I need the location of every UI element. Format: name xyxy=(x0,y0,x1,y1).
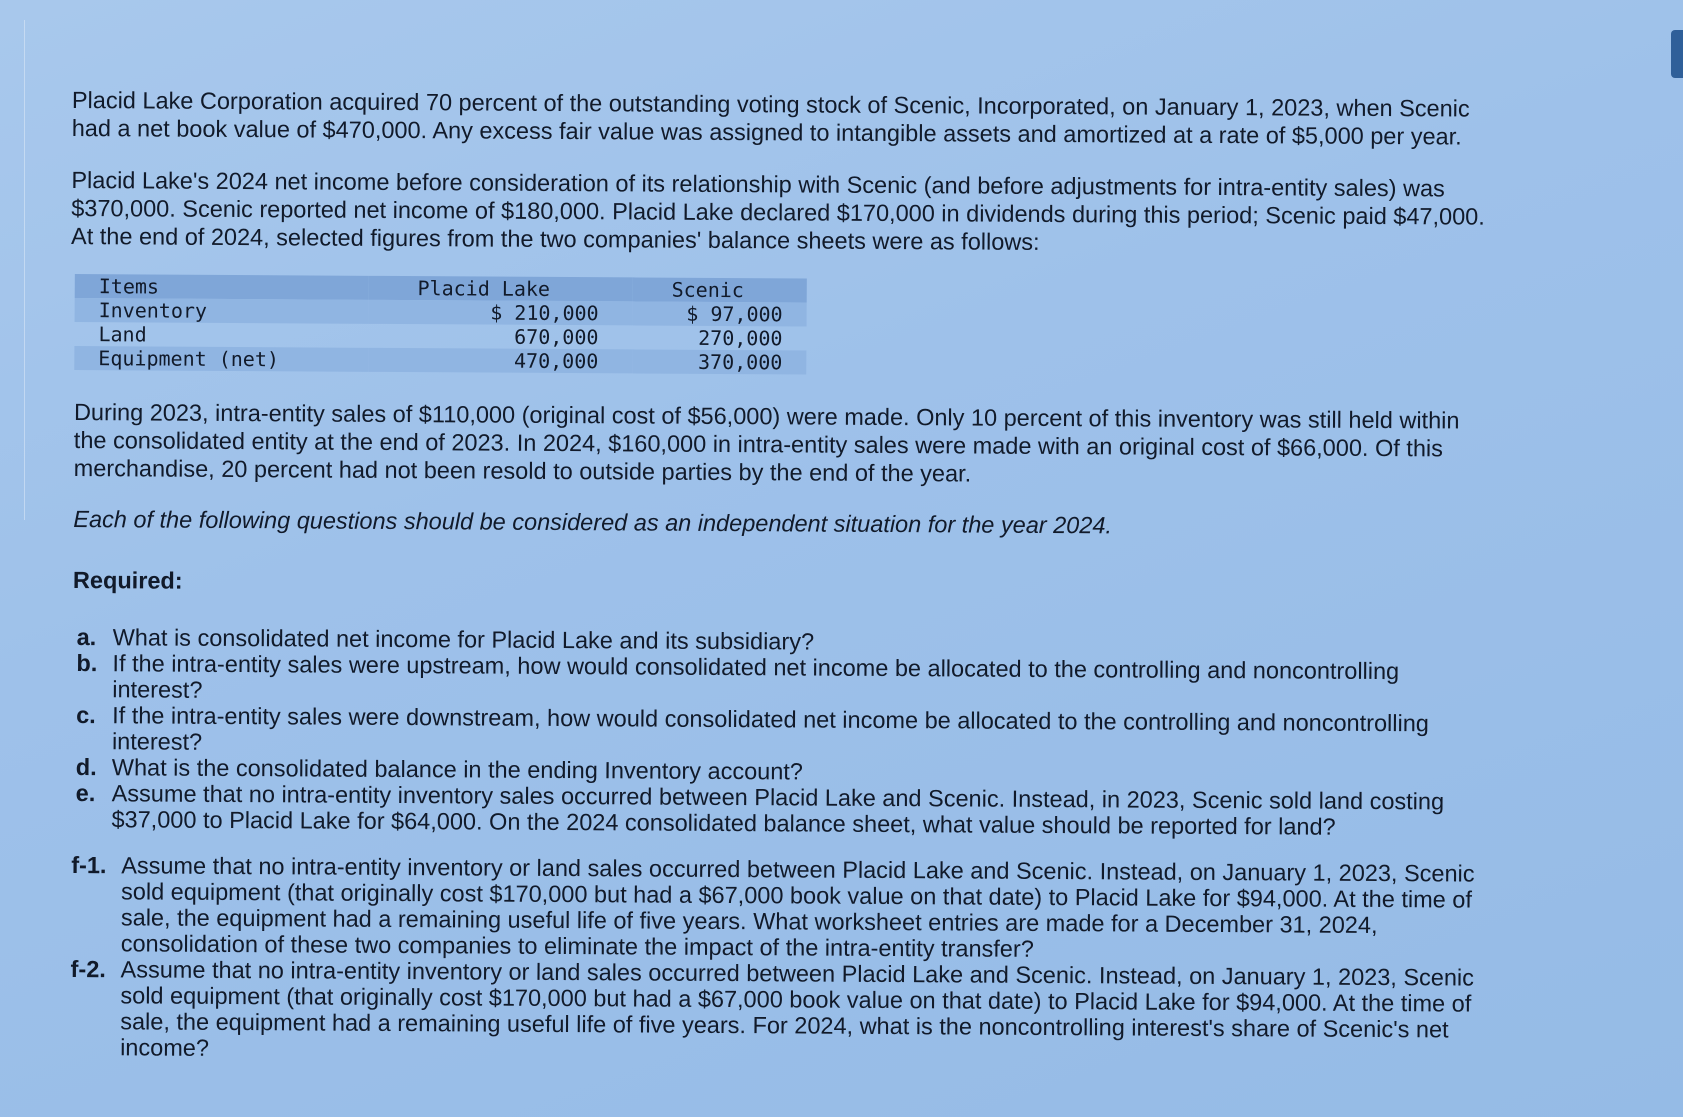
income-paragraph: Placid Lake's 2024 net income before consideration of its relationship with Scenic (and before adjustments for intra-entity sales) was $370,000. Scenic reported net income of $180,000. Placid Lake declared $170,000 in dividends during this period; Scenic paid $47,000. At the end of 2024, selected figures from the two companies' balance sheets were as follows: xyxy=(71,166,1485,255)
requirement-text: What is the consolidated balance in the ending Inventory account? xyxy=(111,754,803,785)
problem-content xyxy=(66,86,1592,1069)
requirements-list xyxy=(66,624,1589,1069)
requirement-c xyxy=(76,702,1462,762)
requirement-text: If the intra-entity sales were downstream, how would consolidated net income be allocated to the controlling and noncontrolling interest? xyxy=(111,702,1429,755)
independent-note: Each of the following questions should be considered as an independent situation for the year 2024. xyxy=(73,506,1113,539)
requirement-text: If the intra-entity sales were upstream, how would consolidated net income be allocated to the controlling and noncontrolling interest? xyxy=(112,650,1400,703)
row-scenic-value: 370,000 xyxy=(697,349,783,375)
header-placid-lake: Placid Lake xyxy=(417,276,551,301)
header-items: Items xyxy=(98,274,160,299)
requirement-letter: f-2. xyxy=(70,956,106,983)
row-placid-value: $ 210,000 xyxy=(490,300,599,326)
requirement-text: Assume that no intra-entity inventory sales occurred between Placid Lake and Scenic. Instead, in 2023, Scenic sold land costing $37,000 to Placid Lake for $64,000. On the 2024 consolidated balance sheet, what value should be reported for land? xyxy=(111,780,1445,840)
requirement-letter: f-1. xyxy=(71,852,107,879)
requirement-text: Assume that no intra-entity inventory or land sales occurred between Placid Lake and Scenic. Instead, on January 1, 2023, Scenic sold equipment (that originally cost $170,000 but had a $67,000 book value on that date) to Placid Lake for $94,000. At the time of sale, the equipment had a remaining useful life of five years. For 2024, what is the noncontrolling interest's share of Scenic's net income? xyxy=(120,956,1475,1061)
requirement-f2 xyxy=(70,956,1496,1069)
required-heading: Required: xyxy=(72,567,183,594)
requirement-e xyxy=(75,780,1471,841)
requirement-text: What is consolidated net income for Placid Lake and its subsidiary? xyxy=(112,624,815,655)
row-placid-value: 470,000 xyxy=(513,348,599,374)
scrollbar-thumb[interactable] xyxy=(1671,30,1683,78)
requirement-letter: c. xyxy=(76,702,96,729)
row-item-name: Equipment (net) xyxy=(98,346,280,372)
intro-paragraph: Placid Lake Corporation acquired 70 percent of the outstanding voting stock of Scenic, Incorporated, on January 1, 2023, when Scenic had a net book value of $470,000. Any excess fair value was assigned to intangible assets and amortized at a rate of $5,000 per year. xyxy=(71,86,1470,150)
requirement-letter: b. xyxy=(76,650,98,677)
row-item-name: Land xyxy=(98,322,147,347)
row-scenic-value: 270,000 xyxy=(698,325,783,351)
requirement-letter: a. xyxy=(76,624,97,651)
requirement-text: Assume that no intra-entity inventory or land sales occurred between Placid Lake and Scenic. Instead, on January 1, 2023, Scenic sold equipment (that originally cost $170,000 but had a $67,000 book value on that date) to Placid Lake for $94,000. At the time of sale, the equipment had a remaining useful life of five years. What worksheet entries are made for a December 31, 2024, consolidation of these two companies to eliminate the impact of the intra-entity transfer? xyxy=(120,852,1475,962)
requirement-b xyxy=(76,650,1442,710)
requirement-f1 xyxy=(71,852,1497,965)
screen-edge xyxy=(0,20,25,520)
row-scenic-value: $ 97,000 xyxy=(686,301,783,327)
table-row xyxy=(75,298,807,326)
table-row xyxy=(74,346,806,374)
balance-sheet-table xyxy=(74,274,807,374)
requirement-letter: d. xyxy=(75,754,97,781)
requirement-letter: e. xyxy=(75,780,96,807)
row-item-name: Inventory xyxy=(98,298,208,323)
row-placid-value: 670,000 xyxy=(514,324,599,350)
header-scenic: Scenic xyxy=(671,277,744,303)
sales-paragraph: During 2023, intra-entity sales of $110,000 (original cost of $56,000) were made. Only 10 percent of this inventory was still held within the consolidated entity at the end of 2023. In 2024, $160,000 in intra-entity sales were made with an original cost of $66,000. Of this merchandise, 20 percent had not been resold to outside parties by the end of the year. xyxy=(73,399,1460,487)
